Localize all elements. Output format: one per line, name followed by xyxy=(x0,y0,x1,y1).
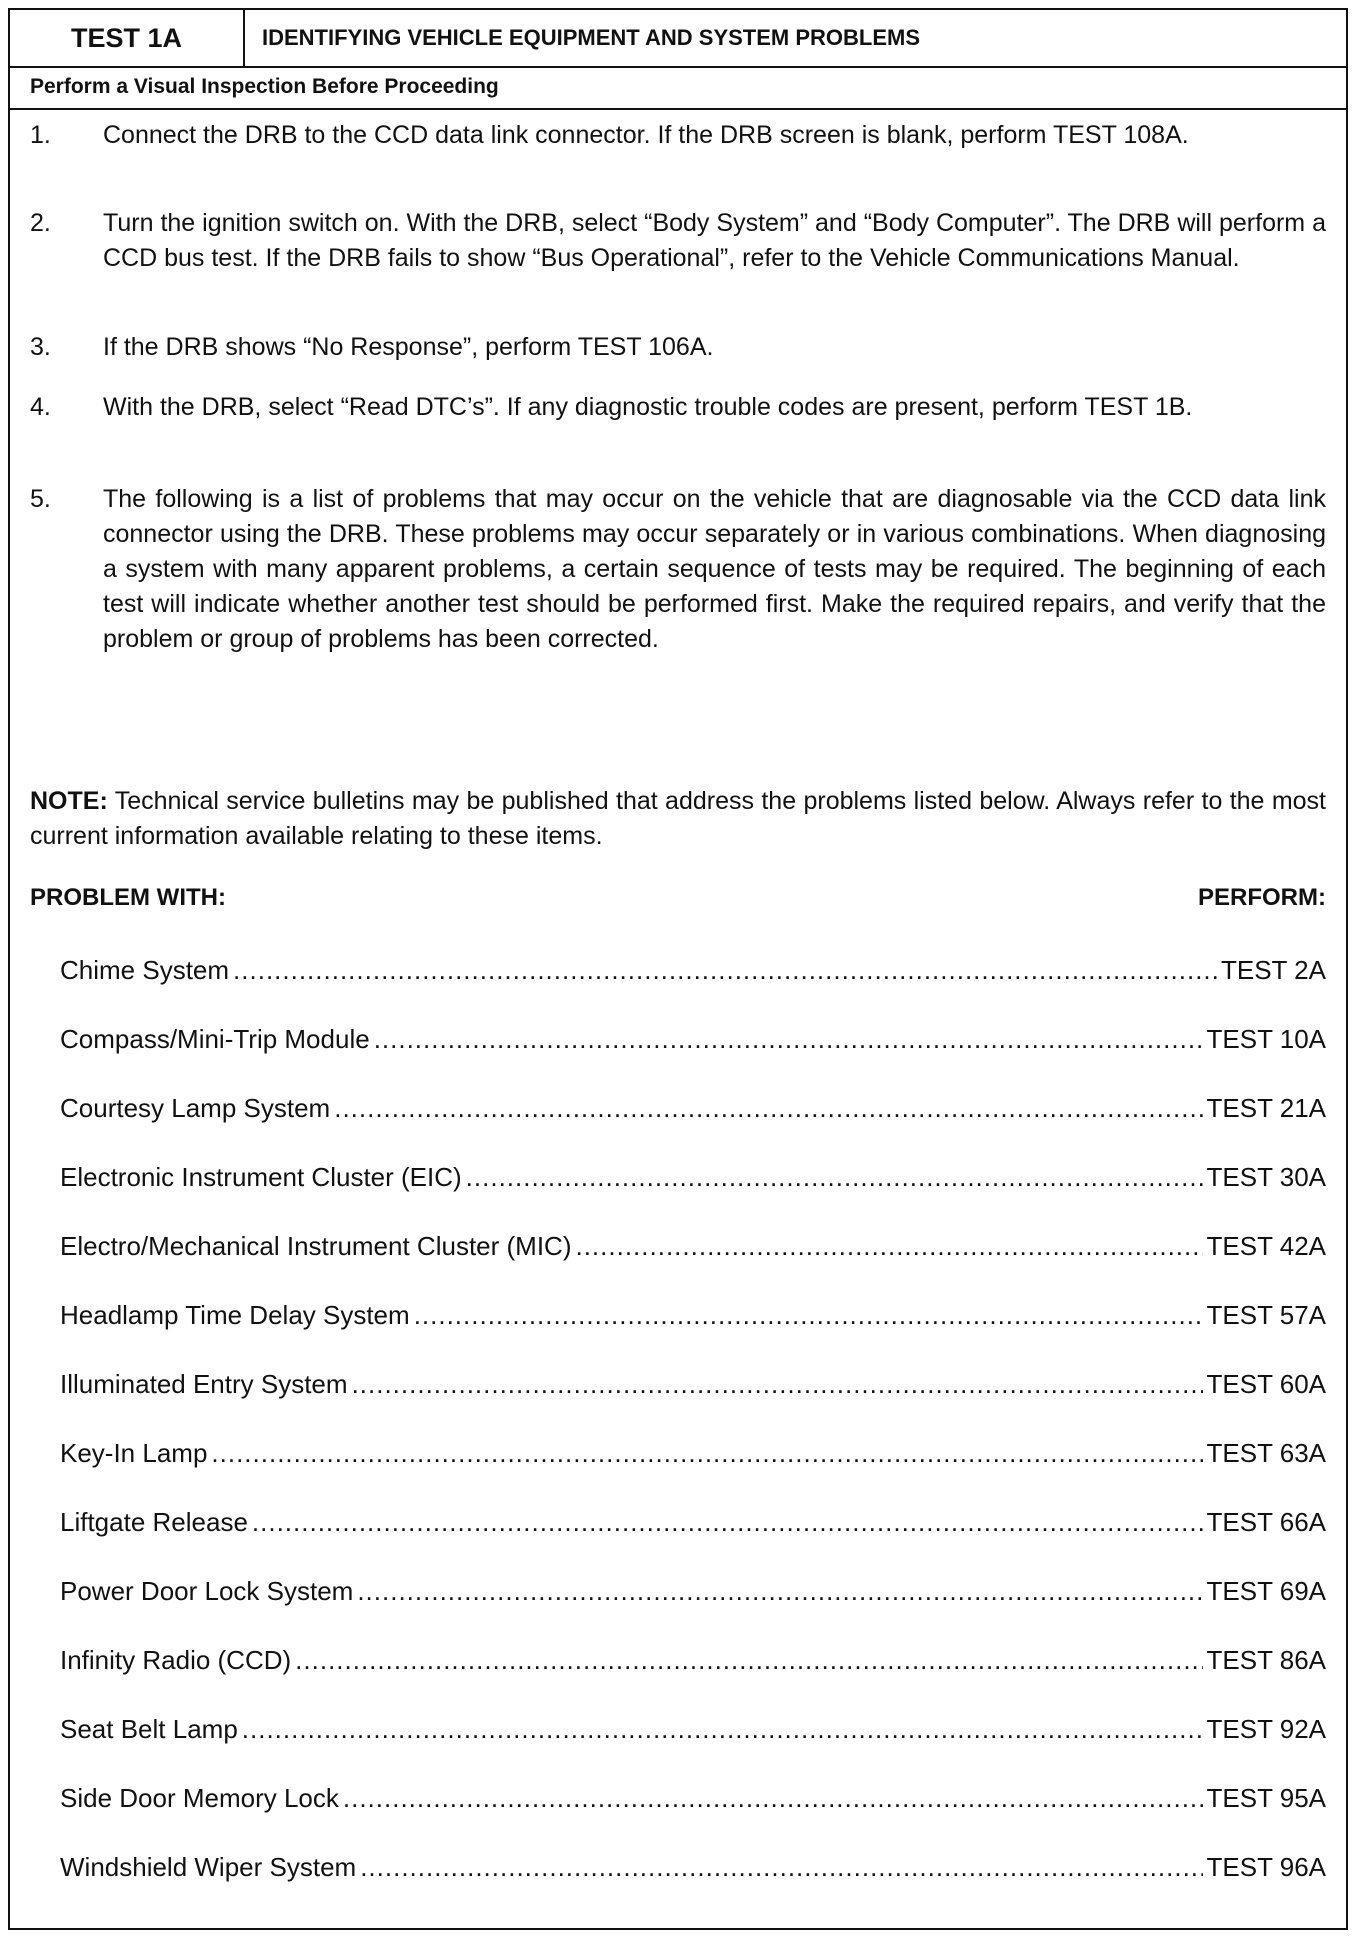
table-row xyxy=(60,1778,1326,1818)
subtitle-row xyxy=(10,66,1346,110)
step-text: Connect the DRB to the CCD data link connector. If the DRB screen is blank, perform TEST 108A. xyxy=(103,121,1189,149)
test-title: IDENTIFYING VEHICLE EQUIPMENT AND SYSTEM PROBLEMS xyxy=(262,25,921,50)
problem-name: Headlamp Time Delay System xyxy=(60,1300,410,1330)
leader-dots xyxy=(211,1433,1202,1473)
step-text: With the DRB, select “Read DTC’s”. If any diagnostic trouble codes are present, perform TEST 1B. xyxy=(103,393,1193,421)
table-row xyxy=(60,1157,1326,1197)
problem-name: Courtesy Lamp System xyxy=(60,1093,331,1123)
problem-name: Illuminated Entry System xyxy=(60,1369,348,1399)
step-5 xyxy=(30,482,1326,657)
perform-test: TEST 66A xyxy=(1206,1507,1326,1537)
table-row xyxy=(60,1364,1326,1404)
perform-test: TEST 95A xyxy=(1206,1783,1326,1813)
perform-test: TEST 92A xyxy=(1206,1714,1326,1744)
table-row xyxy=(60,1640,1326,1680)
step-4 xyxy=(30,390,1326,425)
table-row xyxy=(60,1295,1326,1335)
document-frame xyxy=(8,8,1348,1930)
problem-name: Power Door Lock System xyxy=(60,1576,354,1606)
perform-test: TEST 30A xyxy=(1206,1162,1326,1192)
test-id: TEST 1A xyxy=(10,10,245,66)
leader-dots xyxy=(575,1226,1202,1266)
table-row xyxy=(60,1709,1326,1749)
step-1 xyxy=(30,118,1326,153)
problem-name: Compass/Mini-Trip Module xyxy=(60,1024,370,1054)
subtitle: Perform a Visual Inspection Before Proceeding xyxy=(30,75,499,98)
perform-test: TEST 60A xyxy=(1206,1369,1326,1399)
table-row xyxy=(60,1502,1326,1542)
step-number: 4. xyxy=(30,393,51,421)
problem-column-header: PROBLEM WITH: xyxy=(30,884,226,911)
table-row xyxy=(60,1088,1326,1128)
leader-dots xyxy=(374,1019,1203,1059)
problem-name: Chime System xyxy=(60,955,230,985)
step-number: 3. xyxy=(30,333,51,361)
table-row xyxy=(60,1847,1326,1887)
perform-test: TEST 42A xyxy=(1206,1231,1326,1261)
perform-test: TEST 69A xyxy=(1206,1576,1326,1606)
problem-name: Infinity Radio (CCD) xyxy=(60,1645,292,1675)
problem-name: Electro/Mechanical Instrument Cluster (MIC) xyxy=(60,1231,572,1261)
table-row xyxy=(60,1226,1326,1266)
perform-test: TEST 2A xyxy=(1220,955,1326,985)
leader-dots xyxy=(466,1157,1203,1197)
note-label: NOTE: xyxy=(30,787,108,815)
step-3 xyxy=(30,330,1326,365)
leader-dots xyxy=(343,1778,1203,1818)
table-row xyxy=(60,1433,1326,1473)
leader-dots xyxy=(242,1709,1203,1749)
perform-test: TEST 96A xyxy=(1206,1852,1326,1882)
perform-test: TEST 21A xyxy=(1206,1093,1326,1123)
table-row xyxy=(60,1019,1326,1059)
perform-test: TEST 57A xyxy=(1206,1300,1326,1330)
table-row xyxy=(60,1571,1326,1611)
perform-column-header: PERFORM: xyxy=(1198,884,1326,911)
step-text: Turn the ignition switch on. With the DRB, select “Body System” and “Body Computer”. The DRB will perform a CCD bus test. If the DRB fails to show “Bus Operational”, refer to the Vehicle Communications Manual. xyxy=(103,209,1326,272)
table-row xyxy=(60,950,1326,990)
note xyxy=(30,784,1326,854)
leader-dots xyxy=(414,1295,1203,1335)
header-row xyxy=(10,10,1346,68)
leader-dots xyxy=(357,1571,1202,1611)
leader-dots xyxy=(352,1364,1203,1404)
leader-dots xyxy=(252,1502,1203,1542)
problem-name: Windshield Wiper System xyxy=(60,1852,357,1882)
problem-name: Seat Belt Lamp xyxy=(60,1714,238,1744)
perform-test: TEST 63A xyxy=(1206,1438,1326,1468)
problem-name: Liftgate Release xyxy=(60,1507,248,1537)
note-text: Technical service bulletins may be published that address the problems listed below. Always refer to the most current information available relating to these items. xyxy=(30,787,1326,850)
problem-name: Electronic Instrument Cluster (EIC) xyxy=(60,1162,462,1192)
perform-test: TEST 10A xyxy=(1206,1024,1326,1054)
leader-dots xyxy=(295,1640,1202,1680)
leader-dots xyxy=(334,1088,1202,1128)
leader-dots xyxy=(360,1847,1202,1887)
problem-name: Key-In Lamp xyxy=(60,1438,208,1468)
perform-test: TEST 86A xyxy=(1206,1645,1326,1675)
problem-name: Side Door Memory Lock xyxy=(60,1783,339,1813)
leader-dots xyxy=(233,950,1217,990)
step-number: 1. xyxy=(30,121,51,149)
step-text: If the DRB shows “No Response”, perform TEST 106A. xyxy=(103,333,714,361)
step-number: 2. xyxy=(30,209,51,237)
step-2 xyxy=(30,206,1326,276)
step-text: The following is a list of problems that may occur on the vehicle that are diagnosable via the CCD data link connector using the DRB. These problems may occur separately or in various combinations. When diagnosing a system with many apparent problems, a certain sequence of tests may be required. The beginning of each test will indicate whether another test should be performed first. Make the required repairs, and verify that the problem or group of problems has been corrected. xyxy=(103,485,1326,653)
step-number: 5. xyxy=(30,485,51,513)
